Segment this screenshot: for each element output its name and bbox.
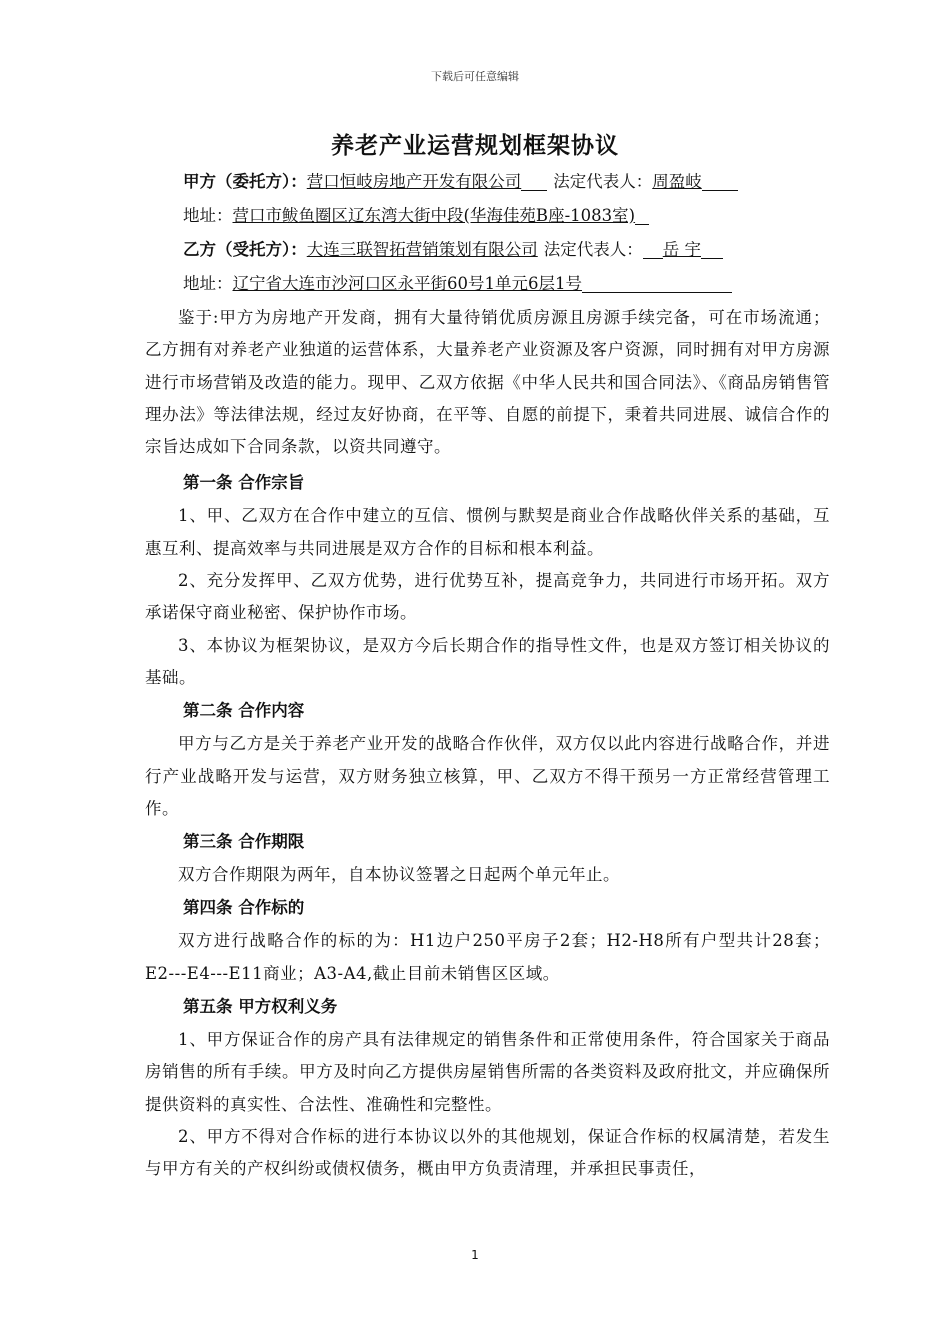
- document-title: 养老产业运营规划框架协议: [331, 133, 619, 159]
- article-1-paragraph: 1、甲、乙双方在合作中建立的互信、惯例与默契是商业合作战略伙伴关系的基础，互惠互利、提高效率与共同进展是双方合作的目标和根本利益。: [145, 506, 830, 558]
- party-a-address-label: 地址：: [183, 206, 233, 225]
- party-b-line: [145, 233, 830, 267]
- party-a-name: 营口恒岐房地产开发有限公司: [306, 172, 522, 191]
- header-note: 下载后可任意编辑: [431, 70, 519, 83]
- party-b-rep-name: 岳 宇: [662, 240, 701, 259]
- article-5-heading: 第五条 甲方权利义务: [183, 997, 338, 1017]
- document-body: [145, 165, 830, 1186]
- article-3-paragraph: 双方合作期限为两年，自本协议签署之日起两个单元年止。: [178, 865, 620, 885]
- party-b-address: 辽宁省大连市沙河口区永平街60号1单元6层1号: [232, 274, 582, 293]
- party-b-name: 大连三联智拓营销策划有限公司: [306, 240, 538, 259]
- party-a-label: 甲方（委托方）：: [183, 172, 307, 191]
- article-1-paragraph: 2、充分发挥甲、乙双方优势，进行优势互补，提高竞争力，共同进行市场开拓。双方承诺保守商业秘密、保护协作市场。: [145, 571, 830, 623]
- underline-gap: [582, 272, 732, 293]
- party-b-address-label: 地址：: [183, 274, 233, 293]
- party-b-address-line: [145, 267, 830, 301]
- underline-gap: [635, 204, 649, 225]
- article-2-heading: 第二条 合作内容: [183, 701, 305, 721]
- article-5-paragraph: 2、甲方不得对合作标的进行本协议以外的其他规划，保证合作标的权属清楚，若发生与甲方有关的产权纠纷或债权债务，概由甲方负责清理，并承担民事责任，: [145, 1126, 830, 1179]
- underline-gap: [702, 170, 738, 191]
- article-3-heading: 第三条 合作期限: [183, 832, 305, 852]
- party-a-rep-name: 周盈岐: [652, 172, 702, 191]
- article-1-heading: 第一条 合作宗旨: [183, 473, 305, 493]
- article-4-paragraph: 双方进行战略合作的标的为：H1边户250平房子2套；H2-H8所有户型共计28套；E2---E4---E11商业；A3-A4,截止目前未销售区区域。: [145, 931, 830, 983]
- party-a-rep-label: 法定代表人：: [553, 172, 653, 191]
- party-a-address: 营口市鲅鱼圈区辽东湾大街中段(华海佳苑B座-1083室): [232, 206, 636, 225]
- preamble-paragraph: 鉴于:甲方为房地产开发商，拥有大量待销优质房源且房源手续完备，可在市场流通；乙方拥有对养老产业独道的运营体系，大量养老产业资源及客户资源，同时拥有对甲方房源进行市场营销及改造的能力。现甲、乙双方依据《中华人民共和国合同法》、《商品房销售管理办法》等法律法规，经过友好协商，在平等、自愿的前提下，秉着共同进展、诚信合作的宗旨达成如下合同条款，以资共同遵守。: [145, 308, 830, 457]
- page-number: 1: [471, 1248, 479, 1262]
- underline-gap: [521, 170, 547, 191]
- party-a-line: [145, 165, 830, 199]
- article-4-heading: 第四条 合作标的: [183, 898, 305, 918]
- party-a-address-line: [145, 199, 830, 233]
- article-5-paragraph: 1、甲方保证合作的房产具有法律规定的销售条件和正常使用条件，符合国家关于商品房销售的所有手续。甲方及时向乙方提供房屋销售所需的各类资料及政府批文，并应确保所提供资料的真实性、合法性、准确性和完整性。: [145, 1030, 830, 1114]
- party-b-label: 乙方（受托方）：: [183, 240, 307, 259]
- underline-gap: [643, 238, 663, 259]
- party-b-rep-label: 法定代表人：: [543, 240, 643, 259]
- article-2-paragraph: 甲方与乙方是关于养老产业开发的战略合作伙伴，双方仅以此内容进行战略合作，并进行产业战略开发与运营，双方财务独立核算，甲、乙双方不得干预另一方正常经营管理工作。: [145, 734, 830, 818]
- article-1-paragraph: 3、本协议为框架协议，是双方今后长期合作的指导性文件，也是双方签订相关协议的基础。: [145, 635, 830, 687]
- underline-gap: [701, 238, 723, 259]
